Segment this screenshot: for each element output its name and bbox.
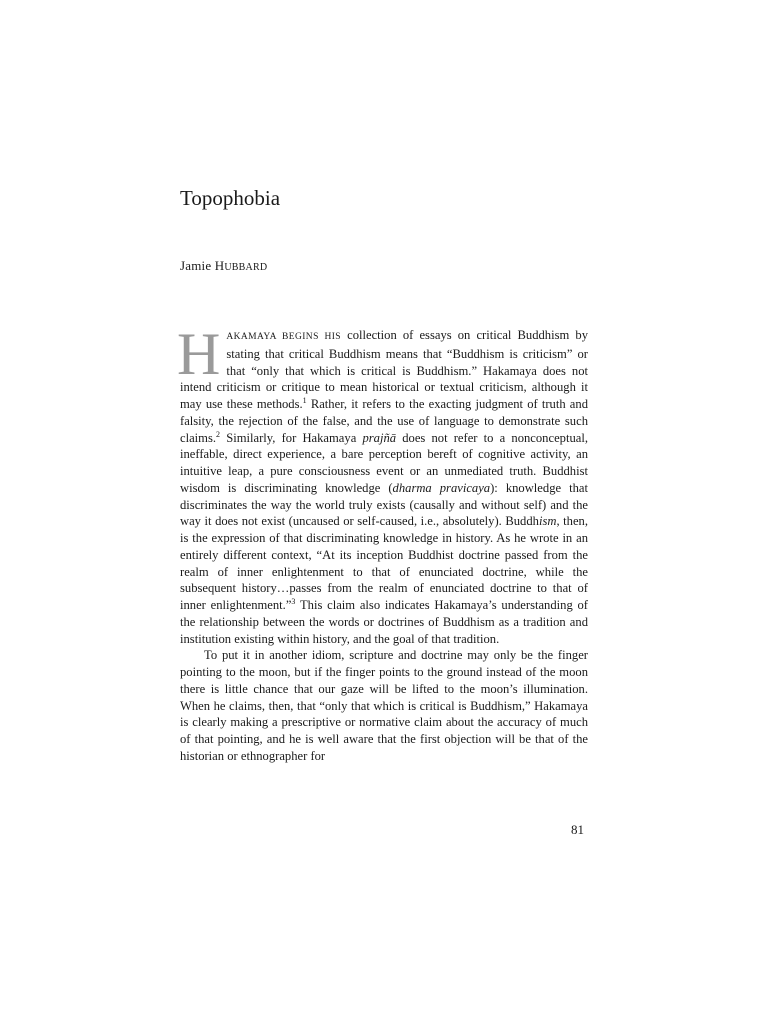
- paragraph-1-text: [180, 328, 588, 646]
- text-run: ): knowledge that discriminates the way the world truly exists (causally and without self) and the way it does not exist (uncaused or self-caused, i.e., absolutely). Buddh: [180, 480, 588, 529]
- author-first-name: Jamie: [180, 258, 215, 273]
- italic-term: prajñā: [362, 430, 397, 445]
- text-run: collection of essays on critical Buddhism by stating that critical Buddhism means that “Buddhism is criticism” or that “only that which is critical is Buddhism.” Hakamaya does not intend criticism or critique to mean historical or textual criticism, although it may use these methods.: [180, 328, 589, 411]
- drop-cap: H: [177, 321, 221, 387]
- footnote-ref: 3: [291, 596, 296, 606]
- article-title: Topophobia: [180, 186, 281, 210]
- text-run: Similarly, for Hakamaya: [220, 430, 363, 445]
- text-run: Rather, it refers to the exacting judgment of truth and falsity, the rejection of the false, and the use of language to demonstrate such claims.: [180, 397, 588, 445]
- text-run: , then, is the expression of that discriminating knowledge in history. As he wrote in an entirely different context, “At its inception Buddhist doctrine passed from the realm of inner enlightenment to that of enunciated doctrine, while the subsequent history…passes from the realm of enunciated doctrine to that of inner enlightenment.”: [180, 514, 588, 612]
- author-last-smallcaps: UBBARD: [224, 262, 268, 273]
- text-run: does not refer to a nonconceptual, ineffable, direct experience, a bare perception bereft of cognitive activity, an intuitive leap, a pure consciousness event or an unmediated truth. Buddhist wisdom is discriminating knowledge (: [180, 430, 588, 495]
- author-name: [180, 258, 267, 274]
- author-last-initial: H: [214, 258, 225, 273]
- text-run: This claim also indicates Hakamaya’s understanding of the relationship between the words or doctrines of Buddhism as a tradition and institution existing within history, and the goal of that tradition.: [180, 598, 588, 646]
- paragraph-1: [177, 321, 589, 647]
- footnote-ref: 2: [216, 429, 221, 439]
- paragraph-2: To put it in another idiom, scripture and doctrine may only be the finger pointing to the moon, but if the finger points to the ground instead of the moon there is little chance that our gaze will be lifted to the moon’s illumination. When he claims, then, that “only that which is critical is Buddhism,” Hakamaya is clearly making a prescriptive or normative claim about the accuracy of much of that pointing, and he is well aware that the first objection will be that of the historian or ethnographer for: [180, 648, 588, 763]
- article-body: [177, 321, 589, 765]
- footnote-ref: 1: [302, 395, 307, 405]
- italic-term: dharma pravicaya: [392, 480, 491, 495]
- page-number: 81: [571, 822, 584, 837]
- lead-in-smallcaps: AKAMAYA BEGINS HIS: [226, 332, 341, 342]
- italic-term: ism: [538, 514, 557, 529]
